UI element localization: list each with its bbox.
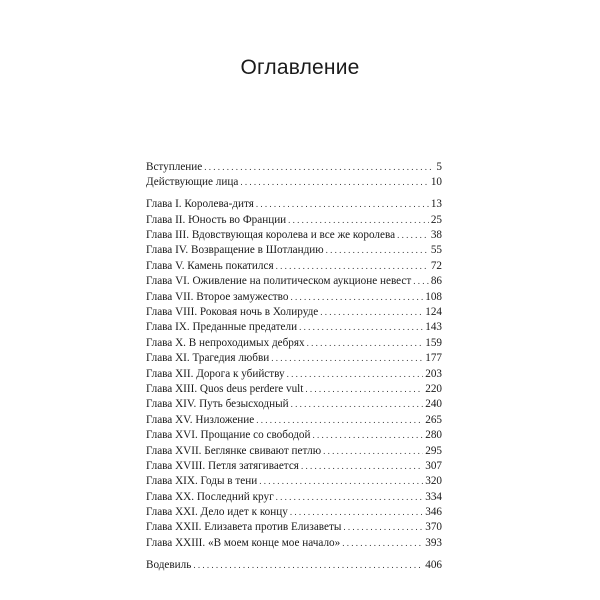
toc-leader-dots — [413, 274, 429, 289]
toc-entry — [146, 259, 442, 274]
toc-leader-dots — [271, 351, 423, 366]
toc-entry-page: 10 — [430, 176, 442, 189]
toc-entry — [146, 382, 442, 397]
toc-entry-label: Глава VIII. Роковая ночь в Холируде — [146, 306, 319, 319]
toc-entry-label: Глава XI. Трагедия любви — [146, 352, 270, 365]
toc-entry-label: Глава VII. Второе замужество — [146, 290, 289, 303]
toc-entry-label: Глава XXIII. «В моем конце мое начало» — [146, 536, 341, 549]
toc-leader-dots — [193, 558, 423, 573]
toc-entry-page: 393 — [425, 536, 442, 549]
toc-leader-dots — [204, 160, 434, 175]
toc-entry-page: 124 — [425, 306, 442, 319]
toc-entry-page: 265 — [425, 413, 442, 426]
toc-leader-dots — [256, 197, 429, 212]
toc-entry — [146, 320, 442, 335]
toc-entry-page: 320 — [425, 475, 442, 488]
toc-entry-page: 295 — [425, 444, 442, 457]
toc-leader-dots — [320, 305, 423, 320]
toc-entry-label: Действующие лица — [146, 176, 239, 189]
toc-entry-label: Глава III. Вдовствующая королева и все же королева — [146, 229, 396, 242]
toc-entry-label: Глава XXI. Дело идет к концу — [146, 506, 288, 519]
toc-entry-label: Глава I. Королева-дитя — [146, 198, 254, 211]
toc-entry-label: Глава II. Юность во Франции — [146, 213, 287, 226]
table-of-contents — [146, 160, 442, 580]
toc-entry — [146, 367, 442, 382]
toc-leader-dots — [290, 290, 423, 305]
toc-entry — [146, 459, 442, 474]
toc-entry-page: 25 — [430, 213, 442, 226]
toc-leader-dots — [313, 428, 424, 443]
toc-entry-label: Глава IX. Преданные предатели — [146, 321, 298, 334]
toc-entry-page: 108 — [425, 290, 442, 303]
toc-leader-dots — [301, 459, 423, 474]
toc-leader-dots — [276, 259, 429, 274]
toc-entry — [146, 197, 442, 212]
toc-entry-label: Водевиль — [146, 558, 192, 571]
toc-entry — [146, 305, 442, 320]
toc-entry — [146, 558, 442, 573]
toc-entry — [146, 490, 442, 505]
toc-entry-page: 159 — [425, 336, 442, 349]
toc-leader-dots — [288, 213, 429, 228]
toc-leader-dots — [287, 367, 424, 382]
toc-leader-dots — [323, 444, 423, 459]
toc-entry-label: Глава XVIII. Петля затягивается — [146, 459, 299, 472]
toc-entry — [146, 228, 442, 243]
toc-entry-page: 280 — [425, 429, 442, 442]
toc-entry-page: 38 — [430, 229, 442, 242]
toc-entry — [146, 274, 442, 289]
toc-entry-page: 240 — [425, 398, 442, 411]
toc-entry-label: Глава XIX. Годы в тени — [146, 475, 258, 488]
toc-entry-page: 5 — [436, 161, 442, 173]
toc-entry-label: Глава IV. Возвращение в Шотландию — [146, 244, 324, 257]
toc-entry — [146, 474, 442, 489]
toc-leader-dots — [276, 490, 424, 505]
toc-entry-label: Глава VI. Оживление на политическом аукционе невест — [146, 275, 412, 288]
toc-group-chapters — [146, 197, 442, 551]
toc-leader-dots — [256, 413, 423, 428]
toc-entry-label: Глава XX. Последний круг — [146, 490, 274, 503]
toc-entry-label: Глава X. В непроходимых дебрях — [146, 336, 305, 349]
toc-entry-page: 55 — [430, 244, 442, 257]
toc-entry — [146, 536, 442, 551]
toc-entry-page: 177 — [425, 352, 442, 365]
page-title: Оглавление — [240, 56, 360, 79]
toc-entry-label: Глава XVI. Прощание со свободой — [146, 429, 311, 442]
toc-leader-dots — [305, 382, 423, 397]
toc-entry — [146, 444, 442, 459]
toc-leader-dots — [240, 175, 428, 190]
toc-leader-dots — [343, 520, 423, 535]
toc-entry-page: 220 — [425, 382, 442, 395]
toc-entry — [146, 505, 442, 520]
toc-entry-page: 143 — [425, 321, 442, 334]
toc-entry-page: 334 — [425, 490, 442, 503]
toc-entry — [146, 336, 442, 351]
toc-leader-dots — [326, 243, 429, 258]
toc-leader-dots — [397, 228, 429, 243]
toc-entry — [146, 290, 442, 305]
toc-entry-label: Глава XV. Низложение — [146, 413, 255, 426]
toc-entry — [146, 520, 442, 535]
toc-entry-page: 13 — [430, 198, 442, 211]
toc-entry — [146, 413, 442, 428]
toc-leader-dots — [290, 505, 423, 520]
toc-entry-page: 86 — [430, 275, 442, 288]
toc-entry — [146, 428, 442, 443]
toc-entry-label: Глава XII. Дорога к убийству — [146, 367, 285, 380]
toc-entry-page: 346 — [425, 506, 442, 519]
toc-leader-dots — [299, 320, 423, 335]
toc-entry-page: 72 — [430, 259, 442, 272]
toc-entry-label: Глава XVII. Беглянке свивают петлю — [146, 444, 322, 457]
toc-entry — [146, 213, 442, 228]
toc-entry-label: Глава XXII. Елизавета против Елизаветы — [146, 521, 342, 534]
toc-entry — [146, 397, 442, 412]
toc-group-intro — [146, 160, 442, 191]
toc-leader-dots — [291, 397, 424, 412]
toc-entry-label: Глава V. Камень покатился — [146, 259, 274, 272]
toc-entry-page: 203 — [425, 367, 442, 380]
toc-entry-page: 307 — [425, 459, 442, 472]
toc-entry-page: 406 — [425, 558, 442, 571]
toc-entry-label: Глава XIII. Quos deus perdere vult — [146, 382, 304, 395]
toc-entry-label: Глава XIV. Путь безысходный — [146, 398, 289, 411]
toc-entry — [146, 243, 442, 258]
toc-entry — [146, 175, 442, 190]
toc-entry-page: 370 — [425, 521, 442, 534]
toc-entry — [146, 160, 442, 175]
toc-entry — [146, 351, 442, 366]
toc-leader-dots — [307, 336, 424, 351]
toc-entry-label: Вступление — [146, 161, 203, 173]
toc-leader-dots — [259, 474, 423, 489]
toc-leader-dots — [342, 536, 423, 551]
toc-group-outro — [146, 558, 442, 573]
